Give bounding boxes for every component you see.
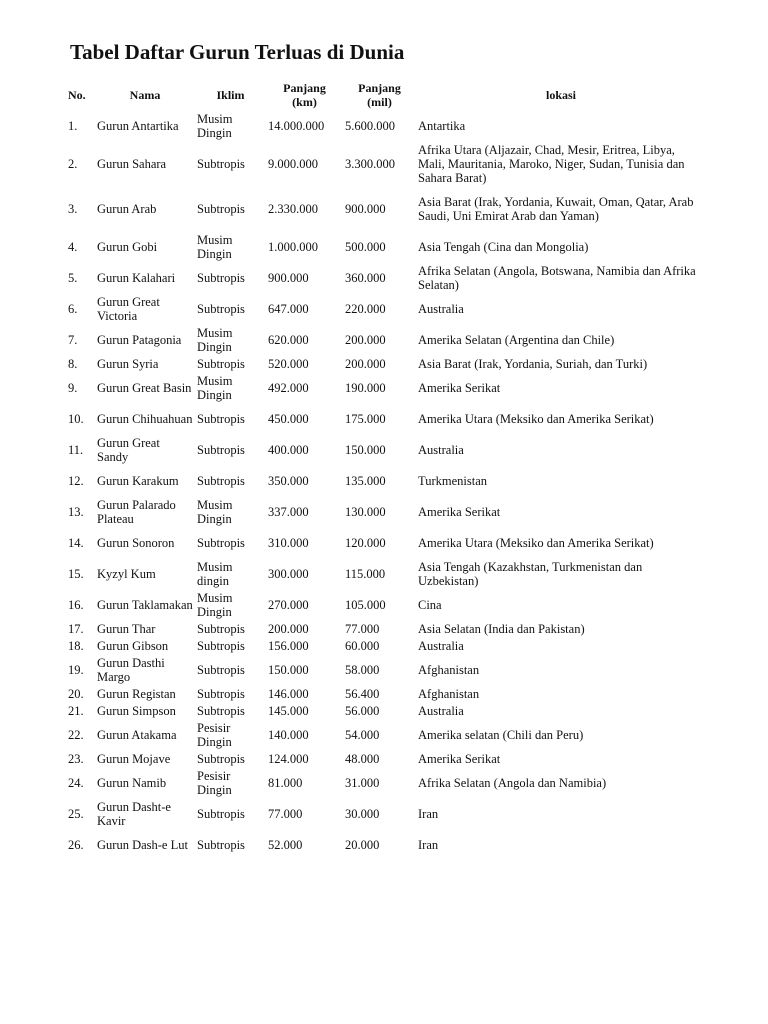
cell-no: 22. xyxy=(68,727,84,742)
header-panjang-mil-line1: Panjang xyxy=(358,81,401,95)
cell-iklim: Musim Dingin xyxy=(197,497,233,526)
cell-panjang-km: 156.000 xyxy=(268,638,309,653)
table-row xyxy=(66,654,706,685)
cell-no: 14. xyxy=(68,535,84,550)
cell-nama: Gurun Chihuahuan xyxy=(97,411,193,426)
cell-panjang-km: 270.000 xyxy=(268,597,309,612)
cell-nama: Gurun Sahara xyxy=(97,156,167,171)
cell-lokasi: Iran xyxy=(418,806,439,821)
cell-no: 24. xyxy=(68,775,84,790)
cell-panjang-mil: 175.000 xyxy=(345,411,386,426)
cell-iklim: Subtropis xyxy=(197,662,245,677)
cell-lokasi: Amerika Serikat xyxy=(418,751,501,766)
table-row xyxy=(66,231,706,262)
cell-panjang-mil: 31.000 xyxy=(345,775,380,790)
cell-iklim: Subtropis xyxy=(197,686,245,701)
cell-iklim: Subtropis xyxy=(197,270,245,285)
table-row xyxy=(66,527,706,558)
cell-lokasi: Australia xyxy=(418,301,464,316)
cell-iklim: Subtropis xyxy=(197,621,245,636)
table-row xyxy=(66,465,706,496)
cell-iklim: Subtropis xyxy=(197,638,245,653)
cell-panjang-mil: 77.000 xyxy=(345,621,380,636)
cell-panjang-mil: 54.000 xyxy=(345,727,380,742)
header-panjang-km-line2: (km) xyxy=(292,95,317,109)
cell-panjang-mil: 48.000 xyxy=(345,751,380,766)
cell-panjang-km: 77.000 xyxy=(268,806,303,821)
cell-lokasi: Afrika Utara (Aljazair, Chad, Mesir, Eritrea, Libya, Mali, Mauritania, Maroko, Niger, Sudan, Tunisia dan Sahara Barat) xyxy=(418,142,685,185)
cell-no: 8. xyxy=(68,356,78,371)
cell-panjang-km: 620.000 xyxy=(268,332,309,347)
cell-panjang-km: 146.000 xyxy=(268,686,309,701)
cell-iklim: Subtropis xyxy=(197,156,245,171)
cell-nama: Gurun Gobi xyxy=(97,239,158,254)
cell-no: 18. xyxy=(68,638,84,653)
header-no: No. xyxy=(68,88,86,102)
cell-no: 23. xyxy=(68,751,84,766)
cell-nama: Gurun Dash-e Lut xyxy=(97,837,188,852)
cell-no: 3. xyxy=(68,201,78,216)
table-row xyxy=(66,637,706,654)
cell-iklim: Subtropis xyxy=(197,411,245,426)
cell-no: 9. xyxy=(68,380,78,395)
cell-nama: Gurun Thar xyxy=(97,621,156,636)
cell-panjang-mil: 115.000 xyxy=(345,566,386,581)
cell-lokasi: Asia Selatan (India dan Pakistan) xyxy=(418,621,585,636)
cell-no: 11. xyxy=(68,442,84,457)
cell-lokasi: Afghanistan xyxy=(418,686,480,701)
cell-no: 17. xyxy=(68,621,84,636)
cell-no: 25. xyxy=(68,806,84,821)
table-row xyxy=(66,262,706,293)
cell-iklim: Pesisir Dingin xyxy=(197,720,232,749)
table-row xyxy=(66,702,706,719)
cell-panjang-km: 150.000 xyxy=(268,662,309,677)
cell-panjang-mil: 200.000 xyxy=(345,356,386,371)
table-row xyxy=(66,186,706,231)
cell-lokasi: Iran xyxy=(418,837,439,852)
cell-no: 16. xyxy=(68,597,84,612)
table-row xyxy=(66,403,706,434)
cell-panjang-km: 140.000 xyxy=(268,727,309,742)
table-row xyxy=(66,685,706,702)
cell-panjang-km: 124.000 xyxy=(268,751,309,766)
cell-panjang-mil: 135.000 xyxy=(345,473,386,488)
cell-panjang-mil: 120.000 xyxy=(345,535,386,550)
page-title: Tabel Daftar Gurun Terluas di Dunia xyxy=(70,40,405,64)
desert-table xyxy=(66,80,706,860)
cell-panjang-km: 520.000 xyxy=(268,356,309,371)
cell-panjang-km: 81.000 xyxy=(268,775,303,790)
cell-iklim: Subtropis xyxy=(197,201,245,216)
cell-panjang-km: 9.000.000 xyxy=(268,156,318,171)
cell-panjang-mil: 360.000 xyxy=(345,270,386,285)
cell-panjang-km: 1.000.000 xyxy=(268,239,318,254)
cell-iklim: Subtropis xyxy=(197,301,245,316)
cell-panjang-km: 300.000 xyxy=(268,566,309,581)
cell-iklim: Subtropis xyxy=(197,442,245,457)
cell-nama: Gurun Antartika xyxy=(97,118,179,133)
cell-nama: Gurun Simpson xyxy=(97,703,176,718)
cell-panjang-mil: 5.600.000 xyxy=(345,118,395,133)
cell-panjang-km: 350.000 xyxy=(268,473,309,488)
cell-nama: Gurun Arab xyxy=(97,201,157,216)
cell-nama: Gurun Atakama xyxy=(97,727,177,742)
cell-nama: Gurun Great Sandy xyxy=(97,435,160,464)
cell-iklim: Subtropis xyxy=(197,837,245,852)
table-row xyxy=(66,750,706,767)
cell-iklim: Subtropis xyxy=(197,356,245,371)
cell-lokasi: Australia xyxy=(418,638,464,653)
table-row xyxy=(66,293,706,324)
cell-lokasi: Asia Tengah (Kazakhstan, Turkmenistan dan Uzbekistan) xyxy=(418,559,643,588)
cell-lokasi: Australia xyxy=(418,703,464,718)
cell-panjang-mil: 900.000 xyxy=(345,201,386,216)
cell-panjang-km: 492.000 xyxy=(268,380,309,395)
table-row xyxy=(66,141,706,186)
cell-iklim: Subtropis xyxy=(197,806,245,821)
cell-nama: Gurun Karakum xyxy=(97,473,179,488)
table-row xyxy=(66,372,706,403)
table-row xyxy=(66,589,706,620)
cell-nama: Gurun Great Victoria xyxy=(97,294,160,323)
cell-nama: Gurun Syria xyxy=(97,356,159,371)
cell-lokasi: Amerika Utara (Meksiko dan Amerika Serikat) xyxy=(418,535,654,550)
cell-lokasi: Afrika Selatan (Angola dan Namibia) xyxy=(418,775,607,790)
table-row xyxy=(66,767,706,798)
cell-iklim: Musim Dingin xyxy=(197,373,233,402)
table-row xyxy=(66,719,706,750)
cell-lokasi: Amerika Utara (Meksiko dan Amerika Serikat) xyxy=(418,411,654,426)
cell-panjang-km: 200.000 xyxy=(268,621,309,636)
cell-nama: Gurun Palarado Plateau xyxy=(97,497,176,526)
cell-panjang-mil: 220.000 xyxy=(345,301,386,316)
cell-lokasi: Amerika Selatan (Argentina dan Chile) xyxy=(418,332,615,347)
table-row xyxy=(66,324,706,355)
cell-iklim: Subtropis xyxy=(197,473,245,488)
cell-no: 1. xyxy=(68,118,78,133)
table-row xyxy=(66,355,706,372)
table-header xyxy=(66,80,706,110)
header-panjang-mil xyxy=(343,80,416,110)
table-row xyxy=(66,496,706,527)
cell-panjang-mil: 150.000 xyxy=(345,442,386,457)
table-row xyxy=(66,798,706,829)
table-row xyxy=(66,829,706,860)
table-row xyxy=(66,110,706,141)
cell-panjang-mil: 190.000 xyxy=(345,380,386,395)
cell-no: 7. xyxy=(68,332,78,347)
header-panjang-km xyxy=(266,80,343,110)
cell-no: 10. xyxy=(68,411,84,426)
cell-panjang-km: 2.330.000 xyxy=(268,201,318,216)
cell-lokasi: Afghanistan xyxy=(418,662,480,677)
cell-panjang-km: 310.000 xyxy=(268,535,309,550)
cell-no: 4. xyxy=(68,239,78,254)
cell-panjang-km: 900.000 xyxy=(268,270,309,285)
cell-lokasi: Amerika Serikat xyxy=(418,380,501,395)
cell-nama: Gurun Gibson xyxy=(97,638,169,653)
table-row xyxy=(66,558,706,589)
table-body xyxy=(66,110,706,860)
cell-panjang-mil: 56.000 xyxy=(345,703,380,718)
cell-no: 26. xyxy=(68,837,84,852)
cell-no: 13. xyxy=(68,504,84,519)
cell-panjang-km: 14.000.000 xyxy=(268,118,325,133)
cell-panjang-mil: 200.000 xyxy=(345,332,386,347)
cell-iklim: Subtropis xyxy=(197,535,245,550)
cell-iklim: Subtropis xyxy=(197,703,245,718)
cell-no: 20. xyxy=(68,686,84,701)
cell-lokasi: Cina xyxy=(418,597,442,612)
cell-iklim: Pesisir Dingin xyxy=(197,768,232,797)
header-lokasi: lokasi xyxy=(545,88,576,102)
cell-panjang-km: 400.000 xyxy=(268,442,309,457)
cell-nama: Gurun Registan xyxy=(97,686,176,701)
cell-no: 6. xyxy=(68,301,78,316)
cell-nama: Gurun Dasthi Margo xyxy=(97,655,165,684)
cell-lokasi: Amerika selatan (Chili dan Peru) xyxy=(418,727,584,742)
cell-lokasi: Afrika Selatan (Angola, Botswana, Namibia dan Afrika Selatan) xyxy=(418,263,696,292)
cell-panjang-km: 337.000 xyxy=(268,504,309,519)
cell-nama: Gurun Sonoron xyxy=(97,535,175,550)
cell-nama: Gurun Patagonia xyxy=(97,332,182,347)
cell-iklim: Subtropis xyxy=(197,751,245,766)
cell-nama: Gurun Dasht-e Kavir xyxy=(97,799,171,828)
cell-iklim: Musim Dingin xyxy=(197,325,233,354)
cell-nama: Kyzyl Kum xyxy=(97,566,156,581)
header-nama: Nama xyxy=(129,88,161,102)
cell-no: 19. xyxy=(68,662,84,677)
cell-panjang-km: 52.000 xyxy=(268,837,303,852)
cell-iklim: Musim dingin xyxy=(197,559,233,588)
cell-lokasi: Asia Barat (Irak, Yordania, Kuwait, Oman, Qatar, Arab Saudi, Uni Emirat Arab dan Yaman) xyxy=(418,194,694,223)
cell-panjang-km: 647.000 xyxy=(268,301,309,316)
cell-iklim: Musim Dingin xyxy=(197,590,233,619)
cell-panjang-mil: 3.300.000 xyxy=(345,156,395,171)
cell-no: 12. xyxy=(68,473,84,488)
cell-nama: Gurun Kalahari xyxy=(97,270,176,285)
header-row xyxy=(66,80,706,110)
table-row xyxy=(66,434,706,465)
cell-panjang-km: 145.000 xyxy=(268,703,309,718)
cell-lokasi: Amerika Serikat xyxy=(418,504,501,519)
cell-panjang-mil: 60.000 xyxy=(345,638,380,653)
cell-lokasi: Asia Tengah (Cina dan Mongolia) xyxy=(418,239,589,254)
cell-lokasi: Turkmenistan xyxy=(418,473,487,488)
cell-no: 5. xyxy=(68,270,78,285)
cell-nama: Gurun Mojave xyxy=(97,751,171,766)
cell-panjang-mil: 500.000 xyxy=(345,239,386,254)
cell-lokasi: Asia Barat (Irak, Yordania, Suriah, dan Turki) xyxy=(418,356,648,371)
header-panjang-mil-line2: (mil) xyxy=(367,95,392,109)
table-row xyxy=(66,620,706,637)
cell-nama: Gurun Taklamakan xyxy=(97,597,193,612)
cell-nama: Gurun Namib xyxy=(97,775,167,790)
cell-lokasi: Australia xyxy=(418,442,464,457)
cell-panjang-mil: 130.000 xyxy=(345,504,386,519)
cell-iklim: Musim Dingin xyxy=(197,111,233,140)
cell-panjang-mil: 20.000 xyxy=(345,837,380,852)
cell-panjang-mil: 58.000 xyxy=(345,662,380,677)
cell-panjang-mil: 56.400 xyxy=(345,686,380,701)
header-iklim: Iklim xyxy=(216,88,245,102)
cell-iklim: Musim Dingin xyxy=(197,232,233,261)
cell-nama: Gurun Great Basin xyxy=(97,380,192,395)
cell-no: 21. xyxy=(68,703,84,718)
cell-panjang-km: 450.000 xyxy=(268,411,309,426)
cell-panjang-mil: 105.000 xyxy=(345,597,386,612)
cell-panjang-mil: 30.000 xyxy=(345,806,380,821)
header-panjang-km-line1: Panjang xyxy=(283,81,326,95)
cell-lokasi: Antartika xyxy=(418,118,466,133)
cell-no: 2. xyxy=(68,156,78,171)
cell-no: 15. xyxy=(68,566,84,581)
